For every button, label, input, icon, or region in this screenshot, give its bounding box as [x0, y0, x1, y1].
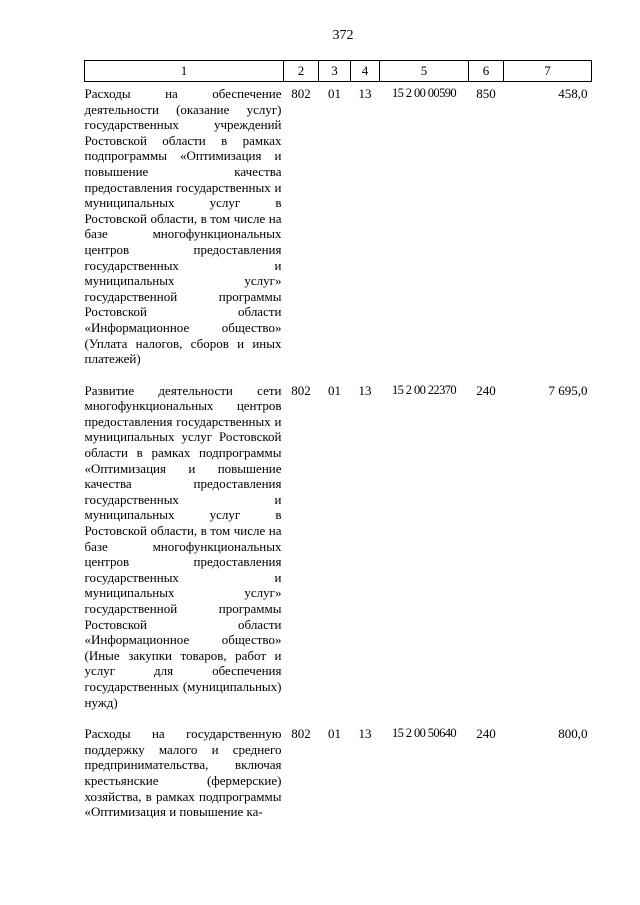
row-description: Развитие деятельности сети многофункциональных центров предоставления государственных и муниципальных услуг Ростовской области в рамках подпрограммы «Оптимизация и повышение качества предоставления государственных и муниципальных услуг в Ростовской области, в том числе на базе многофункциональных центров предоставления государственных и муниципальных услуг» государственной программы Ростовской области «Информационное общество» (Иные закупки товаров, работ и услуг для обеспечения государственных (муниципальных) нужд)	[84, 382, 282, 710]
table-row	[85, 82, 592, 379]
table-row	[85, 379, 592, 722]
cell-target-article: 15 2 00 50640	[391, 726, 457, 741]
cell-target-article: 15 2 00 22370	[391, 382, 457, 397]
column-header: 4	[351, 61, 380, 82]
cell-expense-type: 850	[476, 86, 496, 101]
column-header: 6	[469, 61, 504, 82]
row-description: Расходы на государственную поддержку малого и среднего предпринимательства, включая крестьянские (фермерские) хозяйства, в рамках подпрограммы «Оптимизация и повышение ка-	[84, 726, 282, 820]
row-description: Расходы на обеспечение деятельности (оказание услуг) государственных учреждений Ростовской области в рамках подпрограммы «Оптимизация и повышение качества предоставления государственных и муниципальных услуг в Ростовской области, в том числе на базе многофункциональных центров предоставления государственных и муниципальных услуг» государственной программы Ростовской области «Информационное общество» (Уплата налогов, сборов и иных платежей)	[84, 86, 282, 367]
table-row	[85, 722, 592, 832]
cell-ministry-code: 802	[291, 86, 311, 101]
cell-subsection: 13	[358, 86, 372, 101]
cell-subsection: 13	[358, 382, 372, 398]
cell-ministry-code: 802	[291, 382, 311, 398]
cell-section: 01	[328, 726, 341, 742]
column-header: 3	[319, 61, 351, 82]
cell-subsection: 13	[358, 726, 372, 742]
cell-target-article: 15 2 00 00590	[391, 86, 457, 100]
column-header: 7	[504, 61, 592, 82]
column-header: 1	[85, 61, 284, 82]
cell-expense-type: 240	[476, 382, 496, 398]
cell-amount: 458,0	[558, 86, 588, 101]
budget-table	[84, 60, 592, 832]
cell-amount: 7 695,0	[548, 382, 588, 398]
column-header: 5	[380, 61, 469, 82]
cell-section: 01	[328, 382, 341, 398]
cell-section: 01	[328, 86, 341, 101]
cell-ministry-code: 802	[291, 726, 311, 742]
column-header: 2	[284, 61, 319, 82]
cell-expense-type: 240	[476, 726, 496, 742]
cell-amount: 800,0	[558, 726, 588, 742]
page-number: 372	[332, 28, 354, 43]
header-row	[85, 61, 592, 82]
